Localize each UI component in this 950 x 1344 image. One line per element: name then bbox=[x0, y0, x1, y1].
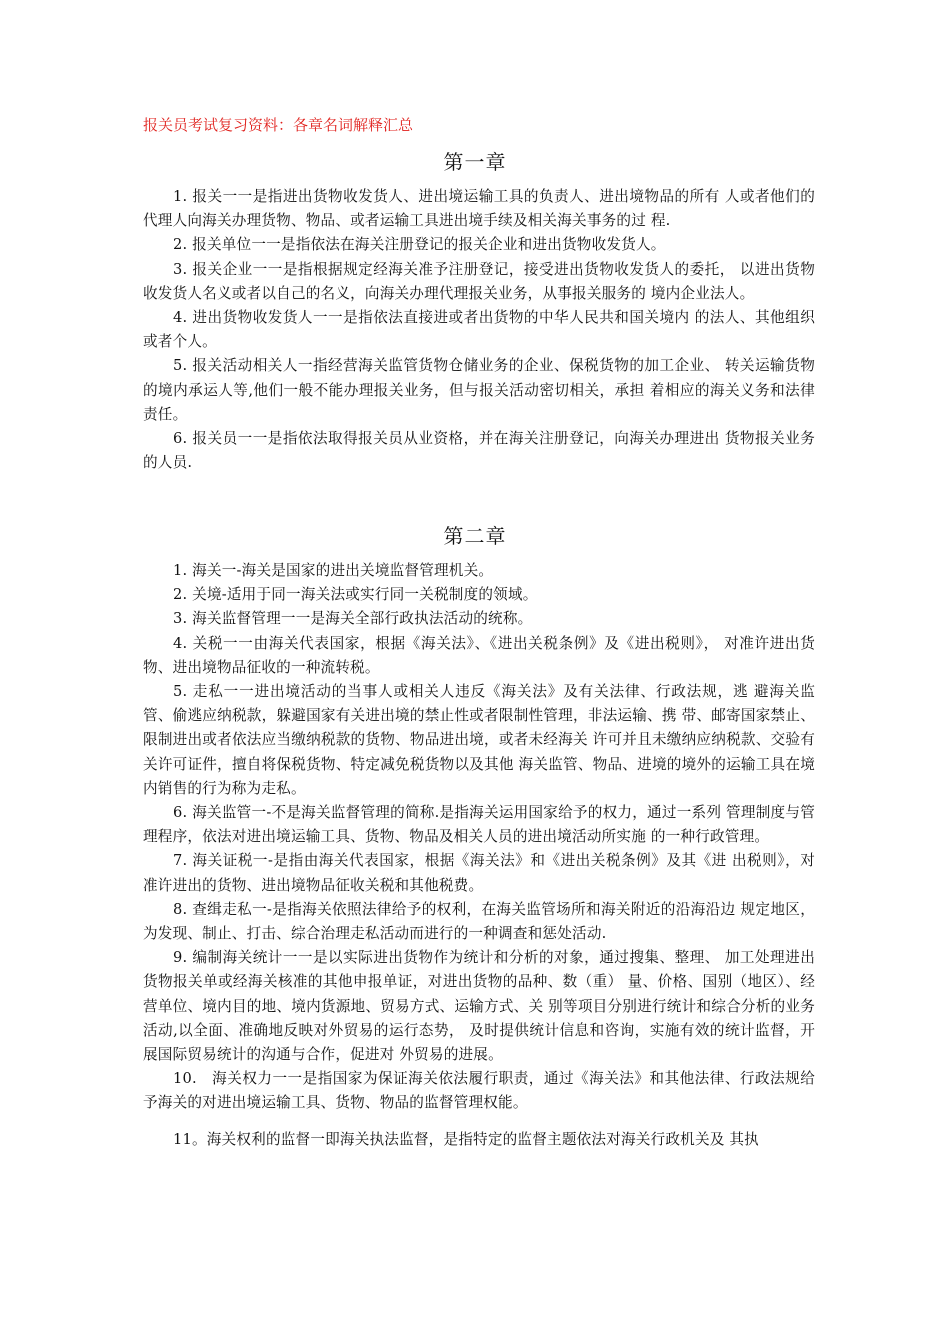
chapter-2-paragraph-6: 6. 海关监管一-不是海关监督管理的简称.是指海关运用国家给予的权力，通过一系列 管理制度与管理程序，依法对进出境运输工具、货物、物品及相关人员的进出境活动所实施 的一种行政管理。 bbox=[143, 804, 815, 846]
chapter-2-paragraph-5: 5. 走私一一进出境活动的当事人或相关人违反《海关法》及有关法律、行政法规，逃 避海关监管、偷逃应纳税款，躲避国家有关进出境的禁止性或者限制性管理，非法运输、携 带、邮寄国家禁止、限制进出或者依法应当缴纳税款的货物、物品进出境，或者未经海关 许可并且未缴纳应纳税款、交验有关许可证件，擅自将保税货物、特定减免税货物以及其他 海关监管、物品、进境的境外的运输工具在境内销售的行为称为走私。 bbox=[143, 683, 815, 797]
chapter-2-body bbox=[143, 559, 815, 1152]
chapter-1-paragraph-5: 5. 报关活动相关人一指经营海关监管货物仓储业务的企业、保税货物的加工企业、 转关运输货物的境内承运人等,他们一般不能办理报关业务，但与报关活动密切相关，承担 着相应的海关义务和法律责任。 bbox=[143, 357, 815, 423]
chapter-1-paragraph-2: 2. 报关单位一一是指依法在海关注册登记的报关企业和进出货物收发货人。 bbox=[173, 236, 666, 254]
chapter-1-paragraph-1: 1. 报关一一是指进出货物收发货人、进出境运输工具的负责人、进出境物品的所有 人或者他们的代理人向海关办理货物、物品、或者运输工具进出境手续及相关海关事务的过 程. bbox=[143, 188, 815, 230]
chapter-2-paragraph-10: 10. 海关权力一一是指国家为保证海关依法履行职责，通过《海关法》和其他法律、行政法规给予海关的对进出境运输工具、货物、物品的监督管理权能。 bbox=[143, 1070, 815, 1112]
chapter-2-paragraph-11: 11。海关权利的监督一即海关执法监督，是指特定的监督主题依法对海关行政机关及 其执 bbox=[173, 1130, 759, 1148]
chapter-1-heading: 第一章 bbox=[443, 150, 507, 174]
chapter-2-paragraph-4: 4. 关税一一由海关代表国家，根据《海关法》、《进出关税条例》及《进出税则》， 对准许进出货物、进出境物品征收的一种流转税。 bbox=[143, 634, 815, 676]
chapter-1-paragraph-6: 6. 报关员一一是指依法取得报关员从业资格，并在海关注册登记，向海关办理进出 货物报关业务的人员. bbox=[143, 430, 815, 472]
chapter-2-paragraph-2: 2. 关境-适用于同一海关法或实行同一关税制度的领域。 bbox=[173, 586, 538, 604]
chapter-2-paragraph-3: 3. 海关监督管理一一是海关全部行政执法活动的统称。 bbox=[173, 610, 533, 628]
document-title: 报关员考试复习资料：各章名词解释汇总 bbox=[143, 116, 414, 134]
chapter-1-paragraph-4: 4. 进出货物收发货人一一是指依法直接进或者出货物的中华人民共和国关境内 的法人、其他组织或者个人。 bbox=[143, 309, 815, 351]
chapter-2-paragraph-7: 7. 海关证税一-是指由海关代表国家，根据《海关法》和《进出关税条例》及其《进 出税则》，对准许进出的货物、进出境物品征收关税和其他税费。 bbox=[143, 852, 815, 894]
chapter-1-paragraph-3: 3. 报关企业一一是指根据规定经海关准予注册登记，接受进出货物收发货人的委托， 以进出货物收发货人名义或者以自己的名义，向海关办理代理报关业务，从事报关服务的 境内企业法人。 bbox=[143, 260, 815, 302]
chapter-2-heading: 第二章 bbox=[443, 524, 507, 548]
chapter-2-paragraph-1: 1. 海关一-海关是国家的进出关境监督管理机关。 bbox=[173, 562, 494, 579]
chapter-2-paragraph-8: 8. 查缉走私一-是指海关依照法律给予的权利，在海关监管场所和海关附近的沿海沿边 规定地区，为发现、制止、打击、综合治理走私活动而进行的一种调查和惩处活动. bbox=[143, 900, 815, 943]
chapter-2-paragraph-9: 9. 编制海关统计一一是以实际进出货物作为统计和分析的对象，通过搜集、整理、 加工处理进出货物报关单或经海关核准的其他申报单证，对进出货物的品种、数（重） 量、价格、国别（地区）、经营单位、境内目的地、境内货源地、贸易方式、运输方式、关 别等项目分别进行统计和综合分析的业务活动,以全面、准确地反映对外贸易的运行态势， 及时提供统计信息和咨询，实施有效的统计监督，开展国际贸易统计的沟通与合作，促进对 外贸易的进展。 bbox=[143, 949, 815, 1064]
chapter-1-body bbox=[143, 185, 815, 475]
